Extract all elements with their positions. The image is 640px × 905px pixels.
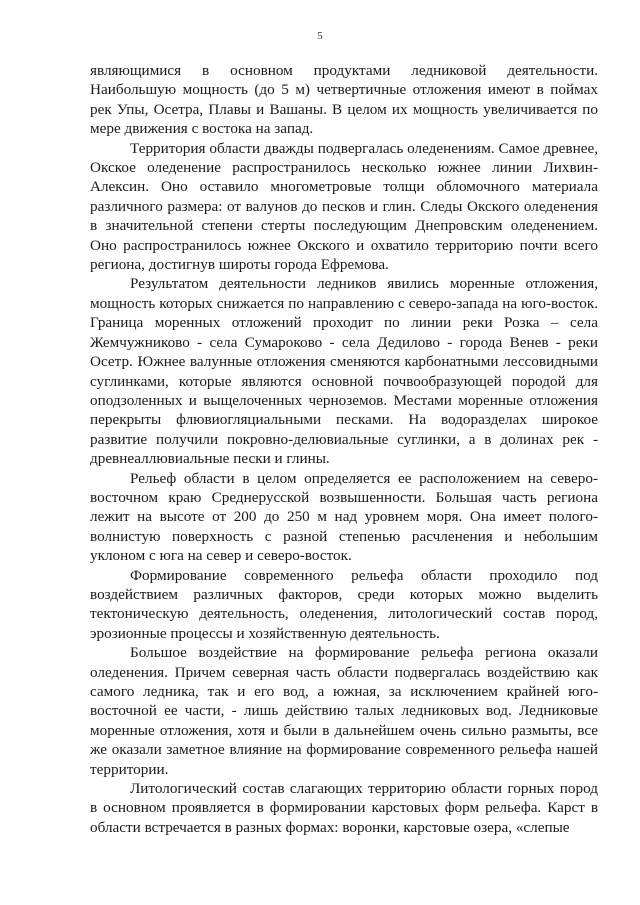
body-text [90, 61, 598, 837]
paragraph-6: Большое воздействие на формирование рельефа региона оказали оледенения. Причем северная часть области подвергалась воздействию как самого ледника, так и его вод, а южная, за исключением крайней юго-восточной ее части, - лишь действию талых ледниковых вод. Ледниковые моренные отложения, хотя и были в дальнейшем очень сильно размыты, все же оказали заметное влияние на формирование современного рельефа нашей территории. [90, 644, 598, 778]
paragraph-4: Рельеф области в целом определяется ее расположением на северо-восточном краю Среднерусской возвышенности. Большая часть региона лежит на высоте от 200 до 250 м над уровнем моря. Она имеет полого-волнистую поверхность с разной степенью расчленения и небольшим уклоном с юга на север и северо-восток. [90, 469, 598, 565]
paragraph-5: Формирование современного рельефа области проходило под воздействием различных факторов, среди которых можно выделить тектоническую деятельность, оледенения, литологический состав пород, эрозионные процессы и хозяйственную деятельность. [90, 566, 598, 642]
paragraph-7: Литологический состав слагающих территорию области горных пород в основном проявляется в формировании карстовых форм рельефа. Карст в области встречается в разных формах: воронки, карстовые озера, «слепые [90, 780, 598, 836]
paragraph-2: Территория области дважды подвергалась оледенениям. Самое древнее, Окское оледенение распространилось несколько южнее линии Лихвин-Алексин. Оно оставило многометровые толщи обломочного материала различного размера: от валунов до песков и глин. Следы Окского оледенения в значительной степени стерты последующим Днепровским оледенением. Оно распространилось южнее Окского и охватило территорию почти всего региона, достигнув широты города Ефремова. [90, 139, 598, 274]
page-number: 5 [317, 30, 323, 42]
paragraph-1: являющимися в основном продуктами ледниковой деятельности. Наибольшую мощность (до 5 м) четвертичные отложения имеют в поймах рек Упы, Осетра, Плавы и Вашаны. В целом их мощность увеличивается по мере движения с востока на запад. [90, 62, 598, 138]
paragraph-3: Результатом деятельности ледников явились моренные отложения, мощность которых снижается по направлению с северо-запада на юго-восток. Граница моренных отложений проходит по линии реки Розка – села Жемчужниково - села Сумароково - села Дедилово - города Венев - реки Осетр. Южнее валунные отложения сменяются карбонатными лессовидными суглинками, которые являются основной почвообразующей породой для оподзоленных и выщелоченных черноземов. Местами моренные отложения перекрыты флювиогляциальными песками. На водоразделах широкое развитие получили покровно-делювиальные суглинки, а в долинах рек - древнеаллювиальные пески и глины. [90, 275, 598, 468]
